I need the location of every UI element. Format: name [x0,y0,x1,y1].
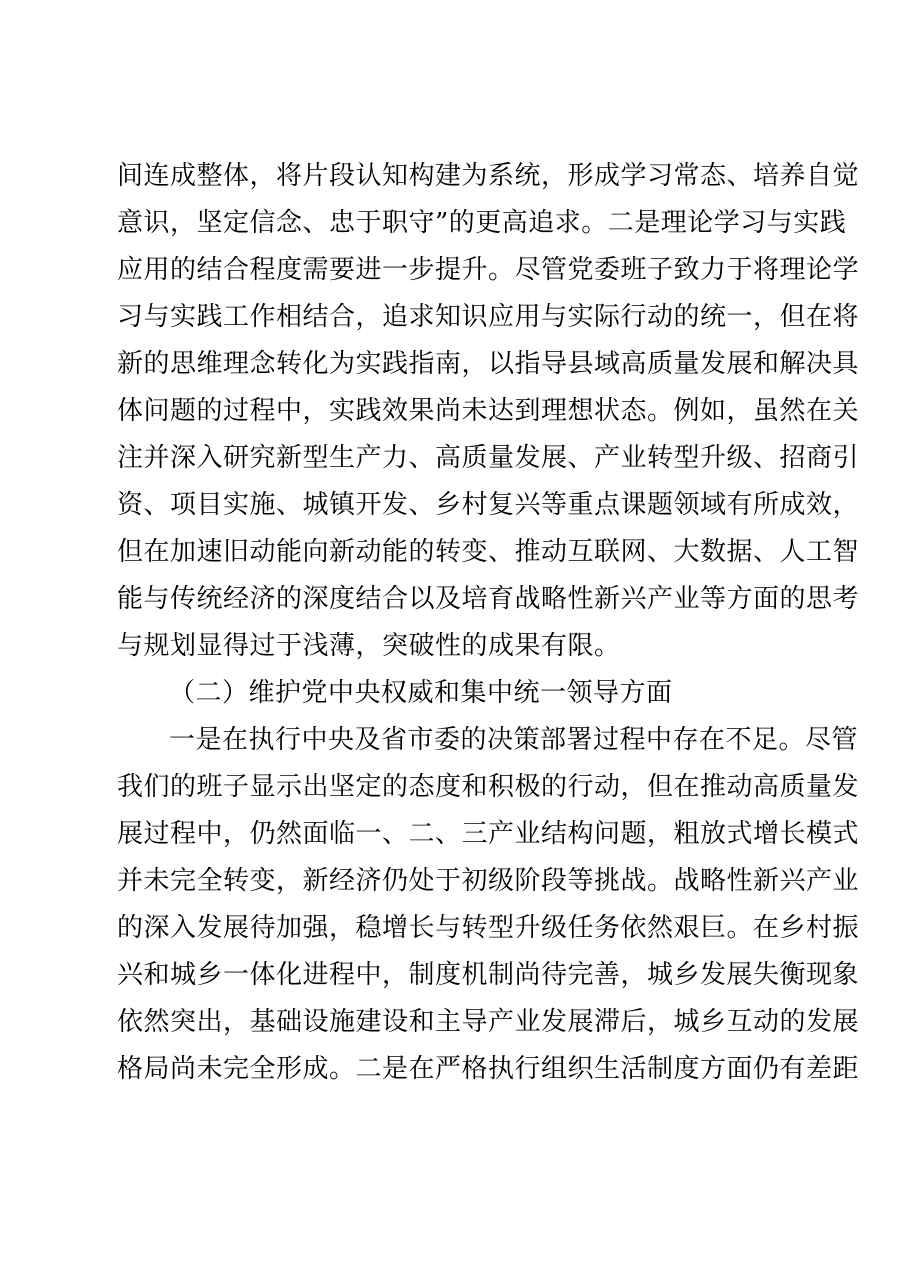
text-line: 格局尚未完全形成。二是在严格执行组织生活制度方面仍有差距 [117,1054,860,1084]
text-line: 但在加速旧动能向新动能的转变、推动互联网、大数据、人工智 [117,537,860,567]
section-heading: （二）维护党中央权威和集中统一领导方面 [169,678,673,708]
text-line: 兴和城乡一体化进程中，制度机制尚待完善，城乡发展失衡现象 [117,960,860,990]
text-line: 间连成整体，将片段认知构建为系统，形成学习常态、培养自觉 [117,161,860,191]
text-line: 与规划显得过于浅薄，突破性的成果有限。 [117,631,621,661]
text-line: 能与传统经济的深度结合以及培育战略性新兴产业等方面的思考 [117,584,860,614]
text-line: 注并深入研究新型生产力、高质量发展、产业转型升级、招商引 [117,443,860,473]
text-line: 依然突出，基础设施建设和主导产业发展滞后，城乡互动的发展 [117,1007,860,1037]
text-line: 新的思维理念转化为实践指南，以指导县域高质量发展和解决具 [117,349,860,379]
text-line: 我们的班子显示出坚定的态度和积极的行动，但在推动高质量发 [117,772,860,802]
text-line: 资、项目实施、城镇开发、乡村复兴等重点课题领域有所成效， [117,490,860,520]
text-line: 习与实践工作相结合，追求知识应用与实际行动的统一，但在将 [117,302,860,332]
text-line: 并未完全转变，新经济仍处于初级阶段等挑战。战略性新兴产业 [117,866,860,896]
text-line: 展过程中，仍然面临一、二、三产业结构问题，粗放式增长模式 [117,819,860,849]
text-line: 应用的结合程度需要进一步提升。尽管党委班子致力于将理论学 [117,255,860,285]
text-line: 一是在执行中央及省市委的决策部署过程中存在不足。尽管 [169,725,859,755]
text-line: 的深入发展待加强，稳增长与转型升级任务依然艰巨。在乡村振 [117,913,860,943]
text-line: 体问题的过程中，实践效果尚未达到理想状态。例如，虽然在关 [117,396,860,426]
text-line: 意识，坚定信念、忠于职守”的更高追求。二是理论学习与实践 [117,208,847,238]
